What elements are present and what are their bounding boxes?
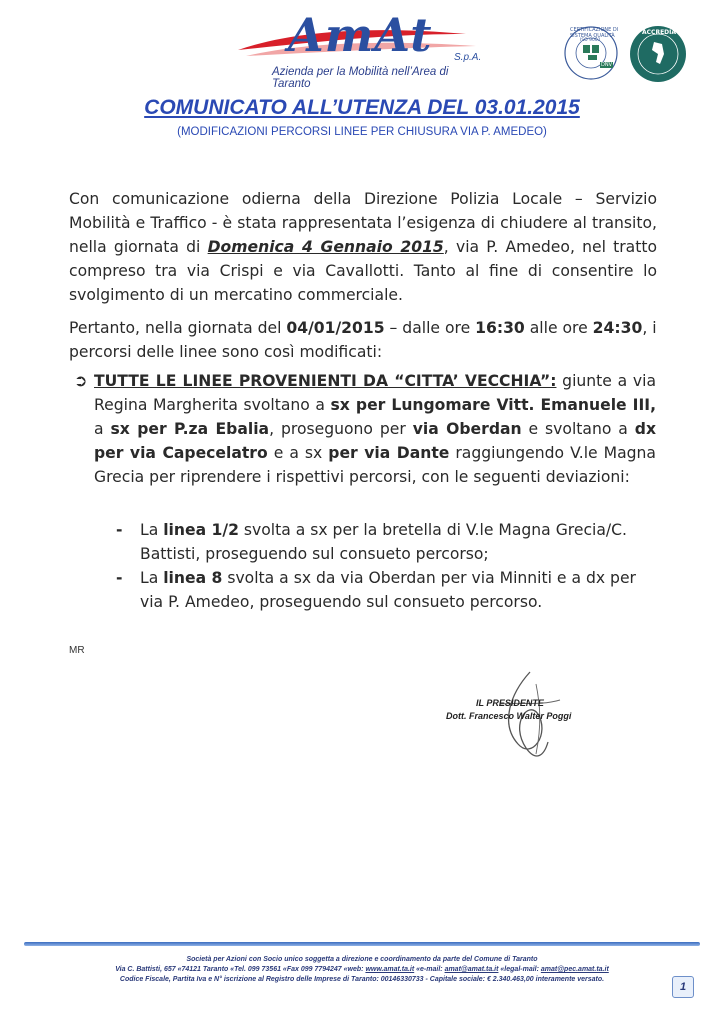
route-bullet (74, 369, 656, 489)
bullet-lead: TUTTE LE LINEE PROVENIENTI DA “CITTA’ VECCHIA”: (94, 372, 557, 390)
deviation-list (116, 518, 656, 614)
paragraph-intro (69, 187, 657, 307)
sub-item-text-c: svolta a sx per la bretella di V.le Magna Grecia/C. Battisti, proseguendo sul consueto percorso; (140, 521, 627, 563)
footer-divider (24, 942, 700, 946)
route-bullet-text (94, 369, 656, 489)
footer-web-link[interactable]: www.amat.ta.it (365, 966, 415, 973)
para2-to-time: 24:30 (592, 319, 643, 337)
author-initials: MR (69, 645, 85, 656)
cert-iso: ISO 9001 (580, 38, 601, 43)
logo-spa: S.p.A. (454, 52, 482, 63)
document-title: COMUNICATO ALL’UTENZA DEL 03.01.2015 (144, 96, 580, 119)
bullet-text-6: raggiungendo V.le Magna Grecia per riprendere i rispettivi percorsi, con le seguenti deviazioni: (94, 444, 656, 486)
paragraph-schedule (69, 316, 657, 364)
certification-badge (556, 24, 626, 82)
accredia-badge (628, 24, 688, 84)
sub-item-text-a: La (140, 521, 164, 539)
para2-text-c: alle ore (524, 319, 593, 337)
bullet-bold-1: sx per Lungomare Vitt. Emanuele III, (330, 396, 656, 414)
list-item (116, 566, 656, 614)
bullet-bold-2: sx per P.za Ebalia (110, 420, 270, 438)
bullet-bold-4: dx per via Capecelatro (94, 420, 657, 462)
bullet-text-5: e a sx (267, 444, 329, 462)
bullet-bold-5: per via Dante (328, 444, 450, 462)
para2-date: 04/01/2015 (286, 319, 385, 337)
footer-line-2 (0, 965, 724, 975)
para2-text-d: , i percorsi delle linee sono così modificati: (69, 319, 657, 361)
arrow-bullet-icon: ➲ (74, 371, 88, 390)
para2-from-time: 16:30 (475, 319, 525, 337)
sub-item-text-c: svolta a sx da via Oberdan per via Minniti e a dx per via P. Amedeo, proseguendo sul consueto percorso. (140, 569, 636, 611)
footer-address: Via C. Battisti, 657 «74121 Taranto «Tel. 099 73561 «Fax 099 7794247 «web: (115, 966, 366, 973)
accredia-text: ACCREDIA (642, 29, 677, 36)
footer-line-1: Società per Azioni con Socio unico soggetta a direzione e coordinamento da parte del Comune di Taranto (186, 956, 538, 963)
sub-item-text-a: La (140, 569, 164, 587)
dash-bullet: - (116, 569, 123, 587)
signature-role: IL PRESIDENTE (476, 698, 544, 708)
para1-text-a: Con comunicazione odierna della Direzione Polizia Locale – Servizio Mobilità e Traffico - è stata rappresentata l’esigenza di chiudere al transito, nella giornata di (69, 190, 657, 256)
document-subtitle: (MODIFICAZIONI PERCORSI LINEE PER CHIUSURA VIA P. AMEDEO) (177, 126, 547, 138)
dash-bullet: - (116, 521, 123, 539)
bullet-text-2: a (94, 420, 111, 438)
para2-text-a: Pertanto, nella giornata del (69, 319, 287, 337)
sub-item-line: linea 1/2 (163, 521, 239, 539)
footer-email-link[interactable]: amat@amat.ta.it (444, 966, 499, 973)
sub-item-line: linea 8 (163, 569, 223, 587)
bullet-text-1: giunte a via Regina Margherita svoltano a (94, 372, 656, 414)
list-item (116, 518, 656, 566)
footer-legal-mail-link[interactable]: amat@pec.amat.ta.it (540, 966, 609, 973)
para1-date: Domenica 4 Gennaio 2015 (207, 238, 444, 256)
bullet-bold-3: via Oberdan (412, 420, 522, 438)
signature-name: Dott. Francesco Walter Poggi (446, 711, 572, 721)
cert-dnv: DNV (601, 62, 613, 68)
footer-line-3: Codice Fiscale, Partita Iva e N° iscrizione al Registro delle Imprese di Taranto: 00146330733 - Capitale sociale: € 2.340.463,00 interamente versato. (119, 976, 605, 983)
bullet-text-3: , proseguono per (269, 420, 413, 438)
logo-wordmark: AmAt (288, 8, 433, 62)
page-number: 1 (672, 976, 694, 998)
para1-text-b: , via P. Amedeo, nel tratto compreso tra via Crispi e via Cavallotti. Tanto al fine di consentire lo svolgimento di un mercatino commerciale. (69, 238, 657, 304)
footer-legal-label: «legal-mail: (498, 966, 541, 973)
cert-ring-text: CERTIFICAZIONE DI SISTEMA QUALITÀ (570, 27, 619, 39)
footer-email-label: «e-mail: (414, 966, 445, 973)
amat-logo (236, 8, 486, 90)
logo-tagline: Azienda per la Mobilità nell’Area di Taranto (272, 66, 449, 90)
signature-block (440, 664, 610, 774)
bullet-text-4: e svoltano a (521, 420, 635, 438)
para2-text-b: – dalle ore (384, 319, 476, 337)
